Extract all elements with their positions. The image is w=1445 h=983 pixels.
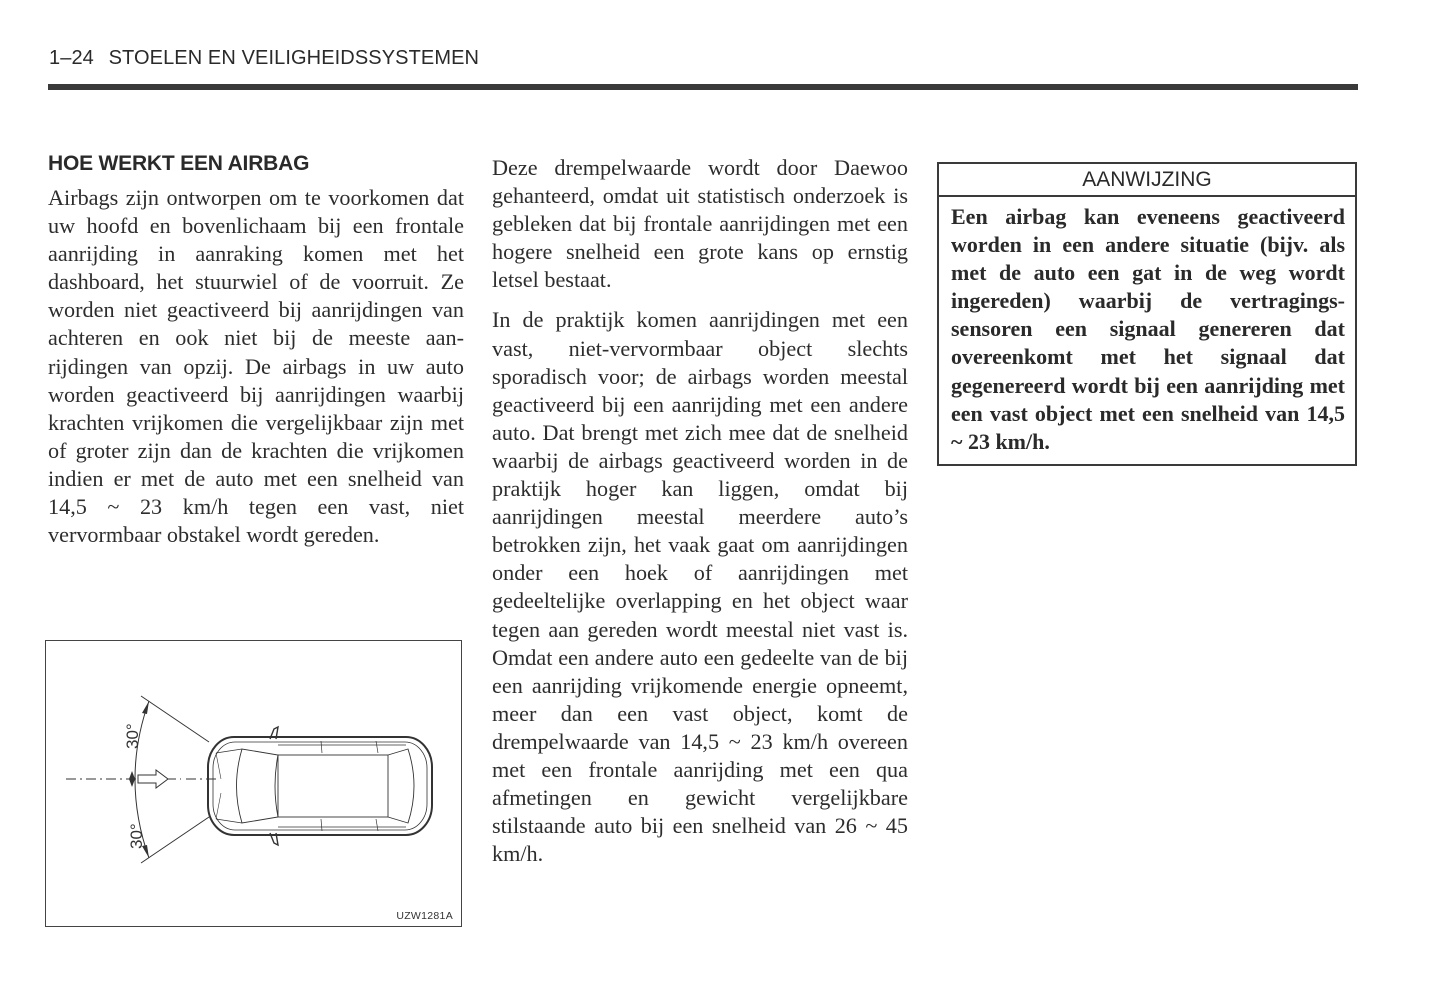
figure-code: UZW1281A <box>396 910 453 922</box>
page-header <box>49 47 479 70</box>
paragraph: Deze drempelwaarde wordt door Daewoo gehanteerd, omdat uit statistisch onderzoek is gebleken dat bij frontale aanrijdingen met een hogere snelheid een grote kans op ernstig letsel bestaat. <box>492 155 908 293</box>
car-icon <box>208 727 432 845</box>
notice-box <box>937 162 1357 466</box>
angle-label-lower: 30° <box>127 823 146 849</box>
header-rule <box>48 84 1358 90</box>
paragraph: In de praktijk komen aanrijdingen met een vast, niet-vervormbaar object slechts sporadisch voor; de airbags worden meestal geactiveerd bij een aanrijding met een andere auto. Dat brengt met zich mee dat de snelheid waarbij de airbags geactiveerd worden in de praktijk hoger kan liggen, omdat bij aanrijdingen meestal meerdere auto’s betrokken zijn, het vaak gaat om aanrijdingen onder een hoek of aanrijdingen met gedeeltelijke overlapping en het object waar tegen aan gereden wordt meestal niet vast is. Omdat een andere auto een gedeelte van de bij een aanrijding vrijkomende energie opneemt, meer dan een vast object, komt de drempelwaarde van 14,5 ~ 23 km/h overeen met een frontale aanrijding met een qua afmetingen en gewicht vergelijkbare stilstaande auto bij een snelheid van 26 ~ 45 km/h. <box>492 307 908 867</box>
left-column <box>48 150 464 549</box>
section-title: STOELEN EN VEILIGHEIDSSYSTEMEN <box>108 47 480 69</box>
car-top-view-diagram <box>46 641 461 926</box>
section-heading: HOE WERKT EEN AIRBAG <box>48 152 310 175</box>
angle-label-upper: 30° <box>123 723 142 749</box>
page-number: 1–24 <box>49 47 94 69</box>
notice-body: Een airbag kan eveneens geactiveerd worden in een andere situatie (bijv. als met de auto een gat in de weg wordt ingereden) waarbij de vertragingssensoren een signaal genereren dat overeenkomt met het signaal dat gegenereerd wordt bij een aanrijding met een vast object met een snelheid van 14,5 ~ 23 km/h. <box>951 204 1345 454</box>
middle-column <box>492 154 908 868</box>
notice-title: AANWIJZING <box>939 164 1355 197</box>
airbag-zone-figure <box>45 640 462 927</box>
paragraph: Airbags zijn ontworpen om te voorkomen dat uw hoofd en bovenlichaam bij een frontale aanrijding in aanraking komen met het dashboard, het stuurwiel of de voorruit. Ze worden niet geactiveerd bij aanrijdingen van achteren en ook niet bij de meeste aanrijdingen van opzij. De airbags in uw auto worden geactiveerd bij aanrijdingen waarbij krachten vrijkomen die vergelijkbaar zijn met of groter zijn dan de krachten die vrijkomen indien er met de auto met een snelheid van 14,5 ~ 23 km/h tegen een vast, niet vervormbaar obstakel wordt gereden. <box>48 185 464 548</box>
